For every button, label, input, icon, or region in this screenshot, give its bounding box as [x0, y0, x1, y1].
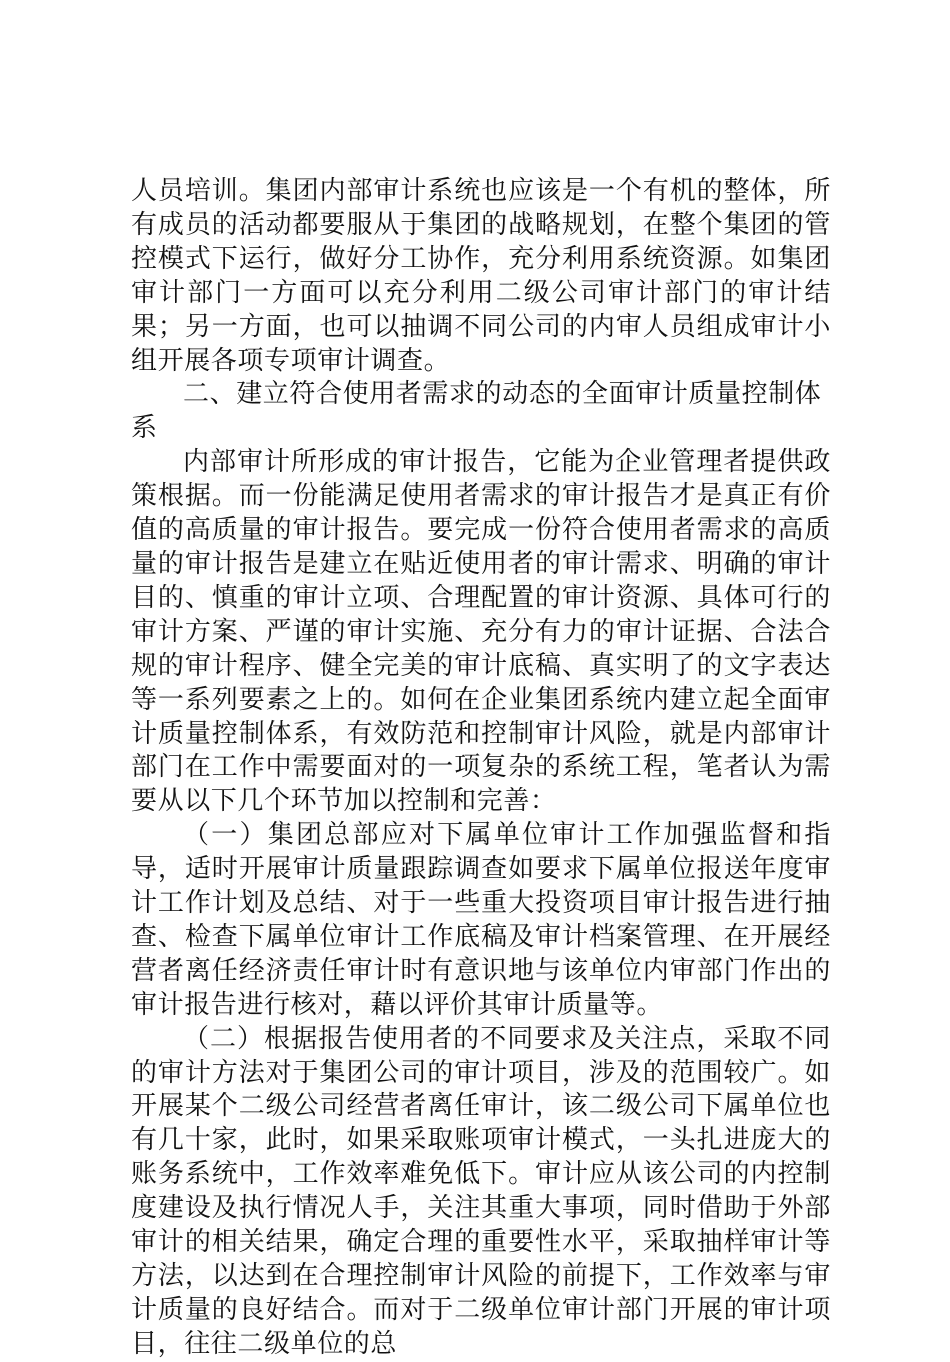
body-text [131, 175, 831, 1362]
section-heading: 二、建立符合使用者需求的动态的全面审计质量控制体系 [131, 379, 822, 444]
paragraph-continuation: 人员培训。集团内部审计系统也应该是一个有机的整体，所有成员的活动都要服从于集团的战略规划，在整个集团的管控模式下运行，做好分工协作，充分利用系统资源。如集团审计部门一方面可以充分利用二级公司审计部门的审计结果；另一方面，也可以抽调不同公司的内审人员组成审计小组开展各项专项审计调查。 [131, 176, 831, 376]
paragraph-audit-report: 内部审计所形成的审计报告，它能为企业管理者提供政策根据。而一份能满足使用者需求的审计报告才是真正有价值的高质量的审计报告。要完成一份符合使用者需求的高质量的审计报告是建立在贴近使用者的审计需求、明确的审计目的、慎重的审计立项、合理配置的审计资源、具体可行的审计方案、严谨的审计实施、充分有力的审计证据、合法合规的审计程序、健全完美的审计底稿、真实明了的文字表达等一系列要素之上的。如何在企业集团系统内建立起全面审计质量控制体系，有效防范和控制审计风险，就是内部审计部门在工作中需要面对的一项复杂的系统工程，笔者认为需要从以下几个环节加以控制和完善： [131, 447, 831, 817]
paragraph-item-one: （一）集团总部应对下属单位审计工作加强监督和指导，适时开展审计质量跟踪调查如要求下属单位报送年度审计工作计划及总结、对于一些重大投资项目审计报告进行抽查、检查下属单位审计工作底稿及审计档案管理、在开展经营者离任经济责任审计时有意识地与该单位内审部门作出的审计报告进行核对，藉以评价其审计质量等。 [131, 820, 831, 1020]
paragraph-item-two: （二）根据报告使用者的不同要求及关注点，采取不同的审计方法对于集团公司的审计项目，涉及的范围较广。如开展某个二级公司经营者离任审计，该二级公司下属单位也有几十家，此时，如果采取账项审计模式，一头扎进庞大的账务系统中，工作效率难免低下。审计应从该公司的内控制度建设及执行情况人手，关注其重大事项，同时借助于外部审计的相关结果，确定合理的重要性水平，采取抽样审计等方法，以达到在合理控制审计风险的前提下，工作效率与审计质量的良好结合。而对于二级单位审计部门开展的审计项目，往往二级单位的总 [131, 1023, 831, 1359]
